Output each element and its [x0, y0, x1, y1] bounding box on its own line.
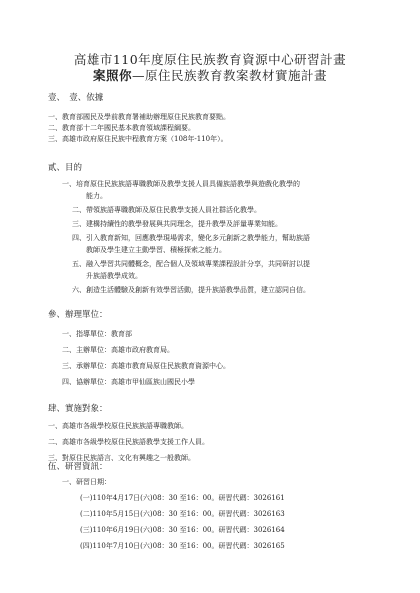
- basis-item-1: 一、教育部國民及學前教育署補助辦理原住民族教育要點。: [48, 113, 230, 121]
- organizer-item-2: 二、主辦單位：高雄市政府教育局。: [62, 346, 174, 354]
- purpose-item-4-cont: 教師及學生建立主動學習、積極探索之能力。: [86, 246, 226, 254]
- document-subtitle: [0, 66, 420, 84]
- participant-item-2: 二、高雄市各級學校原住民族語教學支援工作人員。: [48, 438, 209, 446]
- purpose-item-1-cont: 能力。: [86, 192, 107, 200]
- basis-item-2: 二、教育部十二年國民基本教育領域課程綱要。: [48, 124, 195, 132]
- section-heading-purpose: 貳、目的: [48, 163, 83, 173]
- purpose-item-3: 三、建構持續性的教學發展與共同理念，提升教學及評量專業知能。: [72, 220, 282, 228]
- purpose-item-4: 四、引入教育新知，回應教學現場需求，變化多元創新之教學能力，幫助族語: [72, 234, 310, 242]
- workshop-date-4: (四)110年7月10日(六)08：30 至16：00。研習代碼：3026165: [80, 542, 285, 550]
- organizer-item-4: 四、協辦單位：高雄市甲仙區族山國民小學: [62, 378, 195, 386]
- purpose-item-5: 五、融入學習共同體概念，配合個人及領域專業課程設計分享，共同研討以提: [72, 260, 310, 268]
- workshop-date-2: (二)110年5月15日(六)08：30 至16：00。研習代碼：3026163: [80, 510, 285, 518]
- section-heading-participants: 肆、實施對象：: [48, 404, 108, 414]
- section-heading-organizers: 參、辦理單位：: [48, 310, 108, 320]
- purpose-item-2: 二、帶領族語專職教師及原住民教學支援人員社群活化教學。: [72, 206, 261, 214]
- purpose-item-6: 六、創造生活體驗及創新有效學習活動，提升族語教學品質，建立認同自信。: [72, 286, 310, 294]
- workshop-dates-label: 一、研習日期：: [62, 478, 111, 486]
- purpose-item-1: 一、培育原住民族族語專職教師及教學支援人員具備族語教學與遊戲化教學的: [62, 180, 300, 188]
- purpose-item-5-cont: 升族語教學成效。: [86, 272, 142, 280]
- workshop-date-1: (一)110年4月17日(六)08：30 至16：00。研習代碼：3026161: [80, 494, 285, 502]
- organizer-item-1: 一、指導單位：教育部: [62, 330, 132, 338]
- participant-item-3: 三、對原住民族語言、文化有興趣之一般教師。: [48, 454, 195, 462]
- basis-item-3: 三、高雄市政府原住民族中程教育方案（108年-110年）。: [48, 135, 228, 143]
- section-heading-basis: 壹、 壹、依據: [48, 93, 104, 103]
- participant-item-1: 一、高雄市各級學校原住民族族語專職教師。: [48, 422, 188, 430]
- document-title: 高雄市110年度原住民族教育資源中心研習計畫: [73, 52, 347, 67]
- workshop-date-3: (三)110年6月19日(六)08：30 至16：00。研習代碼：3026164: [80, 526, 285, 534]
- subtitle-rest: —原住民族教育教案教材實施計畫: [132, 68, 328, 83]
- section-heading-workshop-info: 伍、研習資訊：: [48, 462, 108, 472]
- subtitle-emphasis: 案照你: [92, 68, 132, 83]
- organizer-item-3: 三、承辦單位：高雄市教育局原住民族教育資源中心。: [62, 362, 230, 370]
